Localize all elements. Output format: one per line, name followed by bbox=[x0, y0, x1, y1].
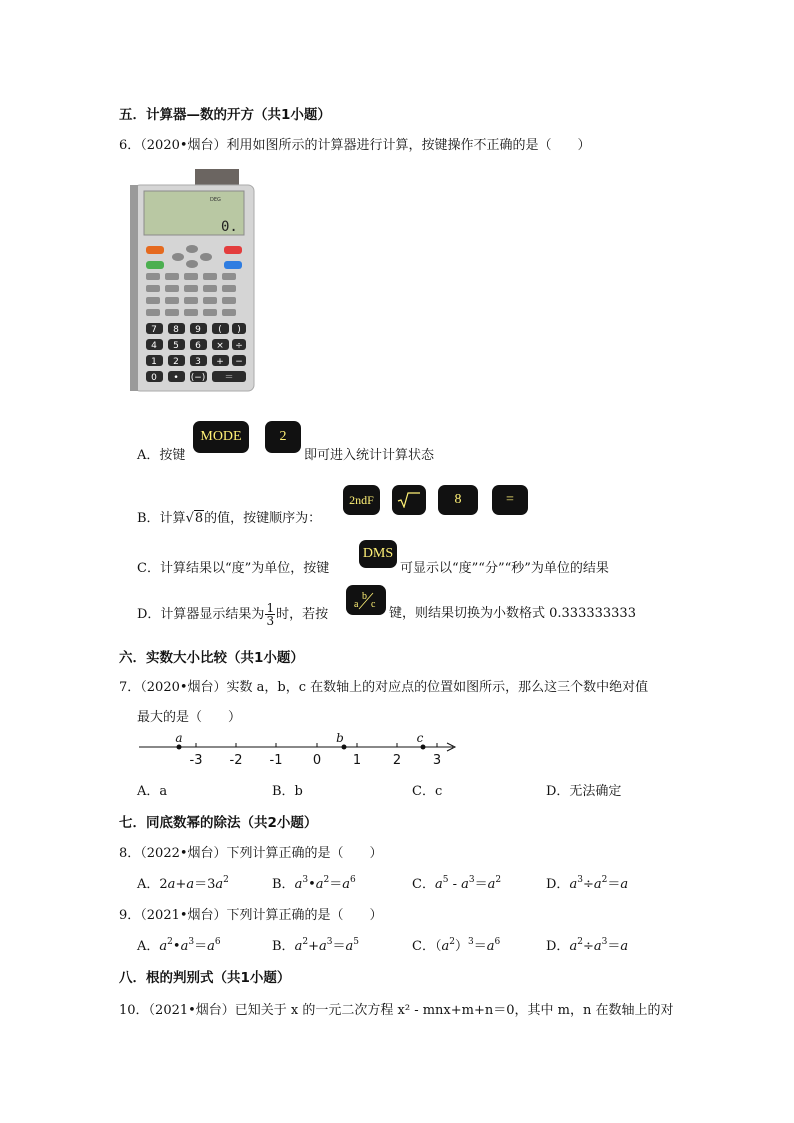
two-key-label: 2 bbox=[279, 429, 287, 444]
q8-option-b: B．$a^3•a^2=a^6$ bbox=[272, 875, 356, 892]
q9-option-a: A．$a^2•a^3=a^6$ bbox=[137, 937, 221, 954]
fraction-numerator: 1 bbox=[266, 601, 275, 615]
svg-text:8: 8 bbox=[173, 325, 179, 335]
point-b-label: b bbox=[336, 731, 344, 745]
svg-text:(−): (−) bbox=[190, 373, 206, 383]
svg-text:b: b bbox=[362, 591, 367, 602]
tick-label-0: 0 bbox=[312, 753, 322, 768]
q8-option-a: A．$2a+a=3a^2$ bbox=[137, 875, 229, 892]
svg-text:×: × bbox=[216, 341, 224, 351]
number-line bbox=[137, 728, 462, 768]
q8-option-d: D．$a^3\div a^2=a$ bbox=[546, 875, 629, 892]
svg-text:): ) bbox=[237, 325, 241, 335]
two-key bbox=[265, 421, 301, 453]
fraction-key-icon bbox=[351, 589, 381, 611]
dms-key-label: DMS bbox=[362, 546, 394, 561]
section-heading-5: 五．计算器—数的开方（共1小题） bbox=[119, 107, 331, 123]
tick-label-1: 1 bbox=[352, 753, 362, 768]
q6-option-a-text: A．按键 bbox=[137, 448, 186, 463]
question-8-stem: 8．（2022•烟台）下列计算正确的是（ ） bbox=[119, 846, 383, 861]
question-6-stem: 6．（2020•烟台）利用如图所示的计算器进行计算，按键操作不正确的是（ ） bbox=[119, 138, 591, 153]
svg-text:+: + bbox=[216, 357, 224, 367]
svg-text:0: 0 bbox=[151, 373, 157, 383]
question-10-stem: 10．（2021•烟台）已知关于 x 的一元二次方程 x² - mnx+m+n＝0，其中 m，n 在数轴上的对 bbox=[119, 1003, 674, 1018]
svg-text:−: − bbox=[235, 357, 243, 367]
svg-text:a: a bbox=[354, 599, 359, 610]
calculator-image bbox=[130, 165, 260, 393]
q8-option-c: C．$a^5 - a^3=a^2$ bbox=[412, 875, 502, 892]
q6-option-d-pre: D．计算器显示结果为 bbox=[137, 607, 265, 622]
mode-key-label: MODE bbox=[200, 429, 242, 444]
equals-key bbox=[492, 485, 528, 515]
eight-key-label: 8 bbox=[454, 492, 462, 507]
tick-label-neg3: -3 bbox=[189, 753, 203, 768]
svg-text:5: 5 bbox=[173, 341, 179, 351]
svg-text:(: ( bbox=[218, 325, 222, 335]
svg-text:c: c bbox=[371, 599, 376, 610]
q6-option-d-post: 键，则结果切换为小数格式 0.333333333 bbox=[389, 606, 636, 621]
number-line-drawing bbox=[137, 728, 462, 768]
tick-label-3: 3 bbox=[432, 753, 442, 768]
point-c-label: c bbox=[416, 731, 424, 745]
equals-key-label: = bbox=[506, 492, 514, 507]
svg-text:9: 9 bbox=[195, 325, 201, 335]
svg-text:4: 4 bbox=[151, 341, 157, 351]
q6-option-b-post: 的值，按键顺序为： bbox=[204, 511, 322, 526]
fraction-key bbox=[346, 585, 386, 615]
q6-option-d-text bbox=[137, 602, 328, 627]
calculator-drawing bbox=[130, 165, 260, 393]
svg-text:•: • bbox=[173, 373, 179, 383]
fraction-one-third bbox=[265, 602, 275, 627]
sqrt-expression: √8 bbox=[185, 511, 204, 526]
q7-option-d: D．无法确定 bbox=[546, 784, 622, 799]
svg-text:＝: ＝ bbox=[224, 373, 234, 383]
q7-option-a: A．a bbox=[137, 784, 168, 799]
q6-option-b-text bbox=[137, 507, 321, 526]
question-7-stem-line1: 7．（2020•烟台）实数 a，b，c 在数轴上的对应点的位置如图所示，那么这三个数中绝对值 bbox=[119, 680, 649, 695]
section-heading-7: 七．同底数幂的除法（共2小题） bbox=[119, 815, 318, 831]
svg-text:7: 7 bbox=[151, 325, 157, 335]
tick-label-neg1: -1 bbox=[269, 753, 283, 768]
tick-label-2: 2 bbox=[392, 753, 402, 768]
q6-option-c-text: C．计算结果以“度”为单位，按键 bbox=[137, 561, 330, 576]
section-heading-6: 六．实数大小比较（共1小题） bbox=[119, 650, 304, 666]
question-7-stem-line2: 最大的是（ ） bbox=[137, 710, 242, 725]
svg-text:3: 3 bbox=[195, 357, 201, 367]
q9-option-c: C．$(a^2)^3=a^6$ bbox=[412, 937, 501, 954]
svg-text:DEG: DEG bbox=[210, 197, 221, 203]
q9-option-b: B．$a^2+a^3=a^5$ bbox=[272, 937, 359, 954]
sqrt-radicand: 8 bbox=[194, 511, 204, 526]
2ndf-key-label: 2ndF bbox=[349, 492, 374, 507]
section-heading-8: 八．根的判别式（共1小题） bbox=[119, 970, 291, 986]
point-b bbox=[342, 745, 347, 750]
point-a-label: a bbox=[175, 731, 183, 745]
point-c bbox=[421, 745, 426, 750]
sqrt-icon bbox=[397, 492, 421, 508]
q6-option-b-pre: B．计算 bbox=[137, 511, 186, 526]
q6-option-d-mid: 时，若按 bbox=[276, 607, 329, 622]
q6-option-a-post: 即可进入统计计算状态 bbox=[304, 448, 435, 463]
sqrt-key bbox=[392, 485, 426, 515]
mode-key bbox=[193, 421, 249, 453]
svg-text:2: 2 bbox=[173, 357, 179, 367]
q9-option-d: D．$a^2\div a^3=a$ bbox=[546, 937, 629, 954]
svg-text:6: 6 bbox=[195, 341, 201, 351]
dms-key bbox=[359, 540, 397, 568]
svg-text:1: 1 bbox=[151, 357, 157, 367]
q7-option-b: B．b bbox=[272, 784, 303, 799]
fraction-denominator: 3 bbox=[266, 614, 275, 628]
q7-option-c: C．c bbox=[412, 784, 443, 799]
question-9-stem: 9．（2021•烟台）下列计算正确的是（ ） bbox=[119, 908, 383, 923]
point-a bbox=[177, 745, 182, 750]
calculator-display-value: 0. bbox=[221, 219, 238, 235]
eight-key bbox=[438, 485, 478, 515]
svg-text:÷: ÷ bbox=[235, 341, 243, 351]
q6-option-c-post: 可显示以“度”“分”“秒”为单位的结果 bbox=[400, 561, 609, 576]
2ndf-key bbox=[343, 485, 380, 515]
tick-label-neg2: -2 bbox=[229, 753, 243, 768]
